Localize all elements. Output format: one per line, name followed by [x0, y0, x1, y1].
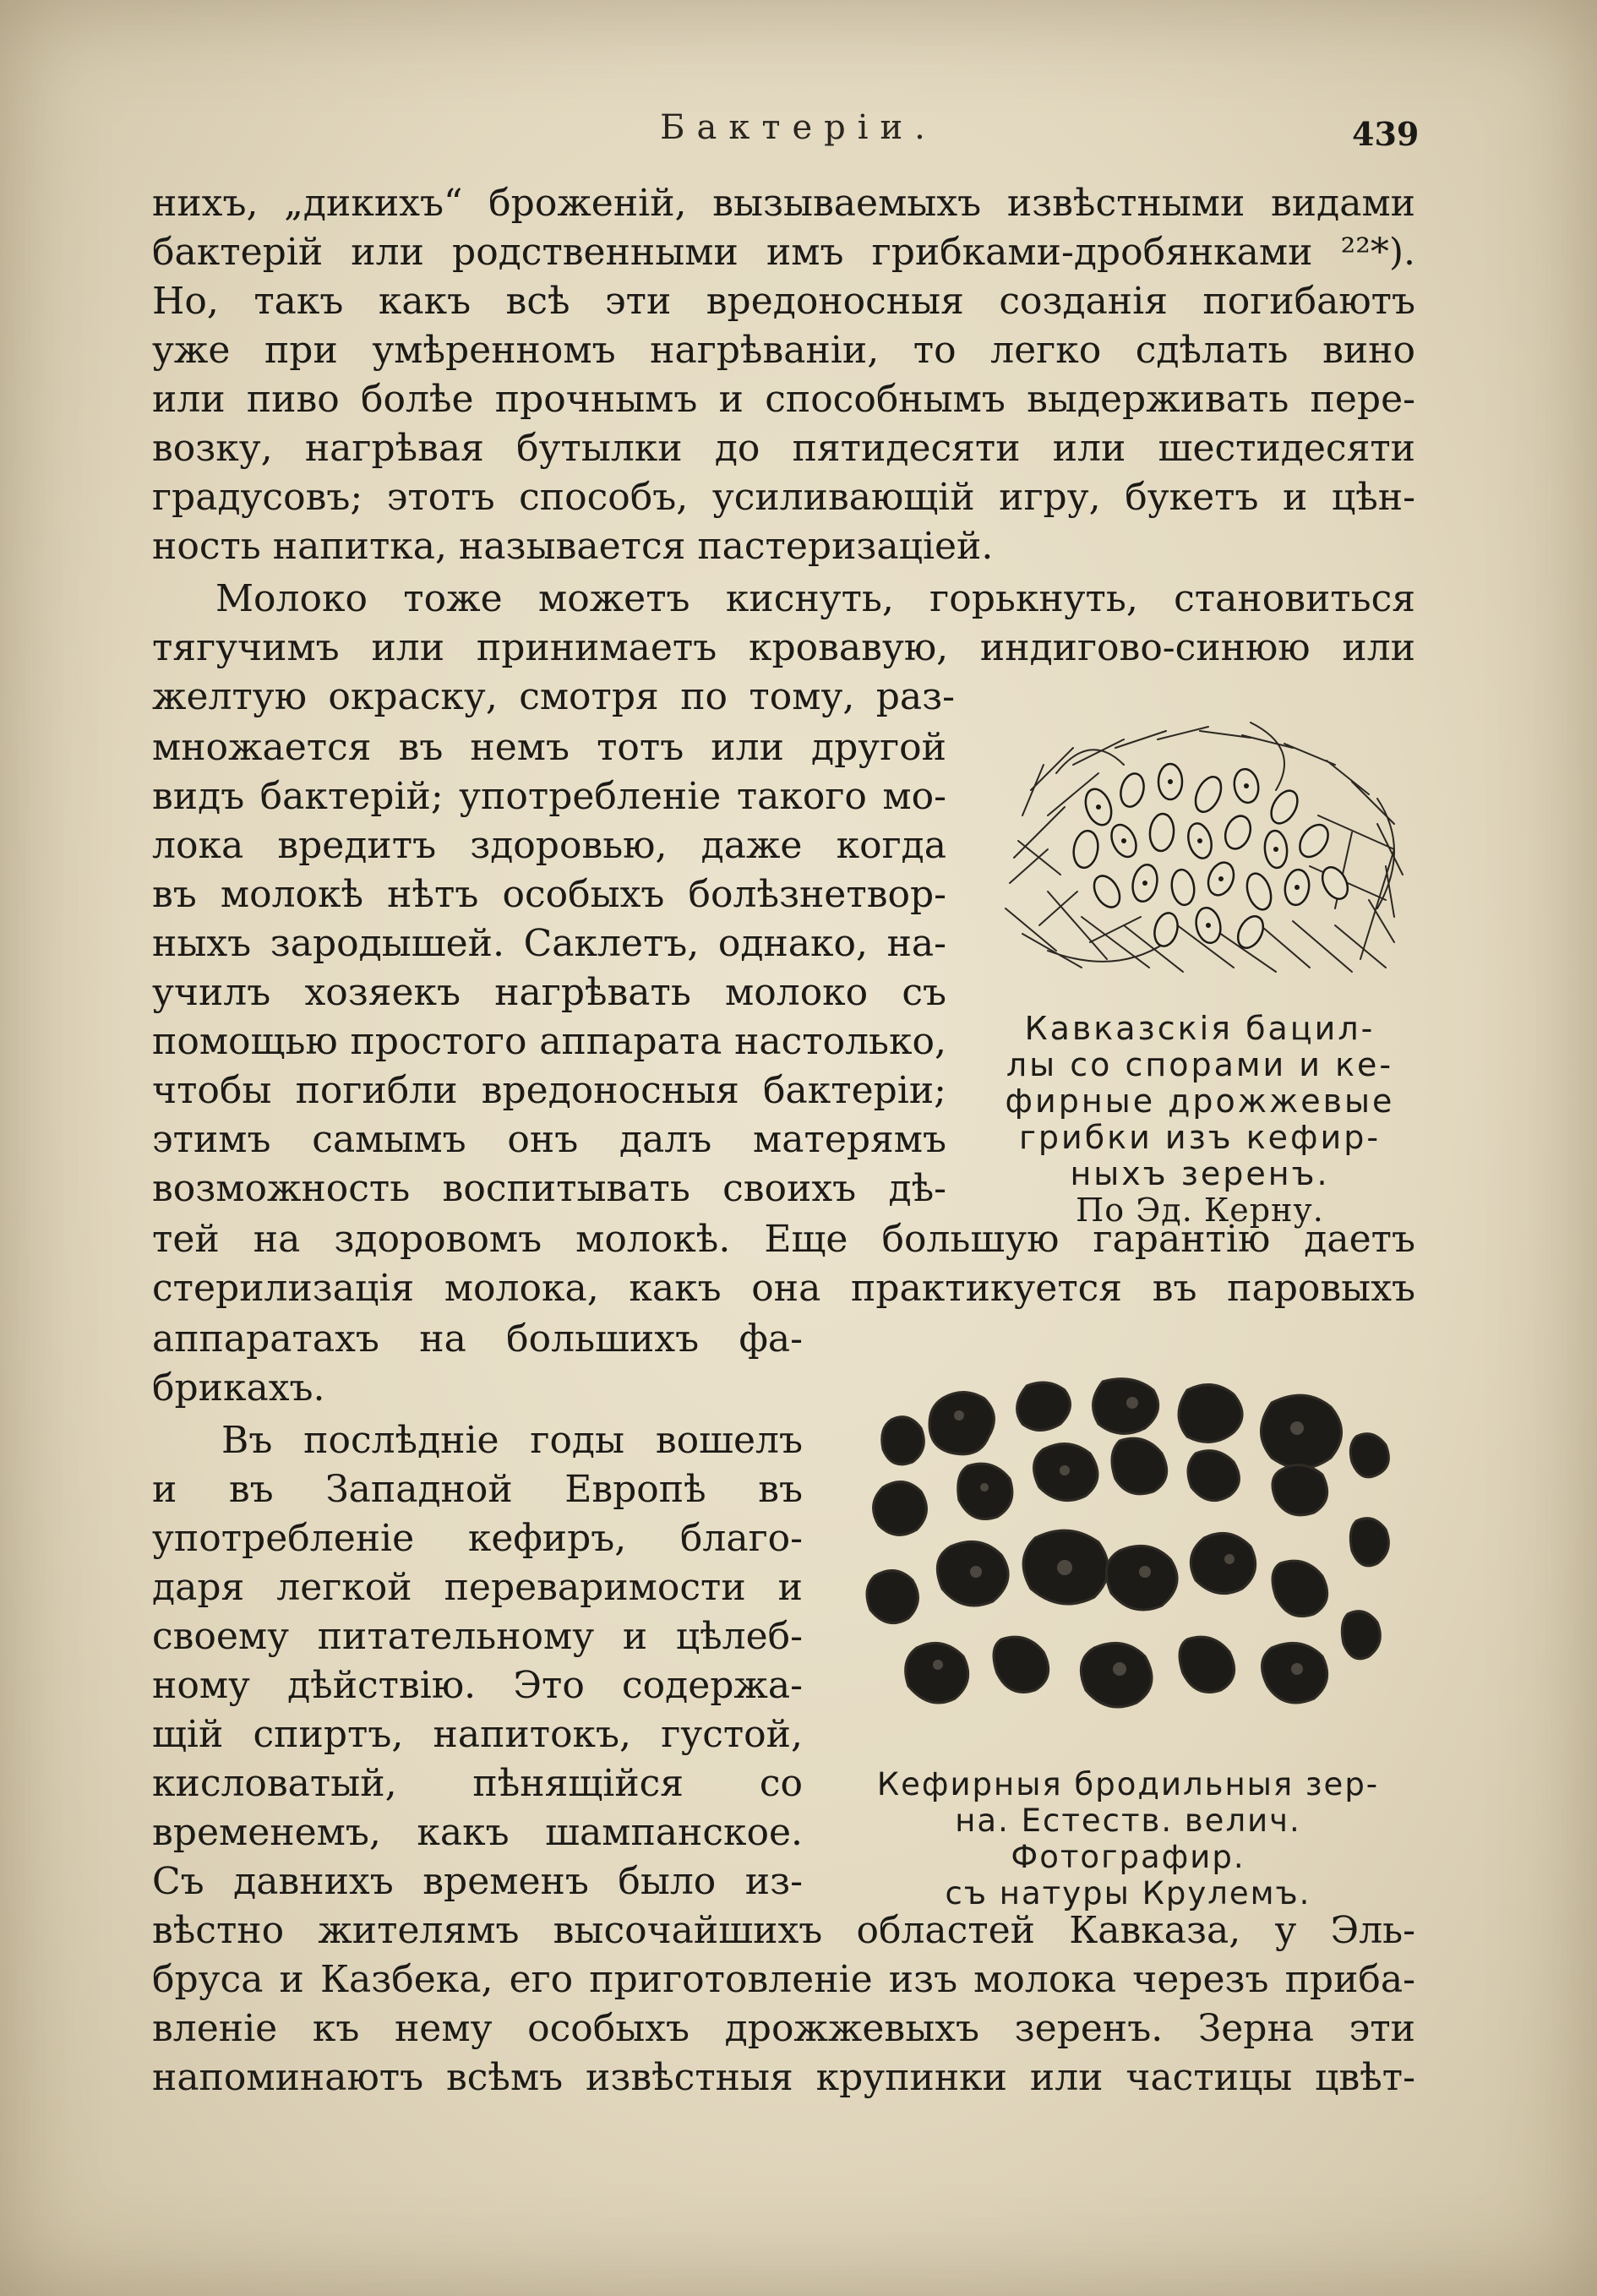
- text-line: и въ Западной Европѣ въ: [152, 1468, 803, 1511]
- text-line: возку, нагрѣвая бутылки до пятидесяти или шестидесяти: [152, 427, 1415, 470]
- text-line: вѣстно жителямъ высочайшихъ областей Кавказа, у Эль-: [152, 1909, 1415, 1952]
- text-line: стерилизація молока, какъ она практикуется въ паровыхъ: [152, 1267, 1415, 1310]
- text-line: видъ бактерій; употребленіе такого мо-: [152, 775, 946, 818]
- text-line: напоминаютъ всѣмъ извѣстныя крупинки или частицы цвѣт-: [152, 2056, 1415, 2099]
- text-line: училъ хозяекъ нагрѣвать молоко съ: [152, 971, 946, 1014]
- text-line: чтобы погибли вредоносныя бактеріи;: [152, 1069, 946, 1112]
- text-line: градусовъ; этотъ способъ, усиливающій игру, букетъ и цѣн-: [152, 476, 1415, 519]
- kefir-grains-photo: [849, 1369, 1407, 1724]
- text-line: Съ давнихъ временъ было из-: [152, 1860, 803, 1903]
- text-line: тягучимъ или принимаетъ кровавую, индигово-синюю или: [152, 626, 1415, 669]
- text-line: желтую окраску, смотря по тому, раз-: [152, 675, 955, 718]
- caption-line: съ натуры Крулемъ.: [945, 1875, 1311, 1912]
- figure-2-caption: [832, 1766, 1424, 1912]
- text-line: ному дѣйствію. Это содержа-: [152, 1664, 803, 1707]
- caption-line: ныхъ зеренъ.: [1070, 1155, 1330, 1192]
- caption-line: фирные дрожжевые: [1005, 1083, 1395, 1120]
- text-line: въ молокѣ нѣтъ особыхъ болѣзнетвор-: [152, 873, 946, 916]
- text-line: Но, такъ какъ всѣ эти вредоносныя созданія погибаютъ: [152, 280, 1415, 323]
- caption-line: грибки изъ кефир-: [1018, 1119, 1382, 1156]
- caption-line: Кефирныя бродильныя зер-: [876, 1766, 1380, 1802]
- caption-line: Кавказскія бацил-: [1024, 1010, 1376, 1047]
- text-line: употребленіе кефиръ, благо-: [152, 1517, 803, 1560]
- text-line: множается въ немъ тотъ или другой: [152, 726, 946, 769]
- text-line: бактерій или родственными имъ грибками-дробянками ²²*).: [152, 231, 1415, 274]
- text-line: вленіе къ нему особыхъ дрожжевыхъ зеренъ. Зерна эти: [152, 2007, 1415, 2050]
- text-line: возможность воспитывать своихъ дѣ-: [152, 1167, 946, 1210]
- text-line: щій спиртъ, напитокъ, густой,: [152, 1713, 803, 1756]
- text-line: ныхъ зародышей. Саклетъ, однако, на-: [152, 922, 946, 965]
- text-line: тей на здоровомъ молокѣ. Еще большую гарантію даетъ: [152, 1218, 1415, 1261]
- text-line: кисловатый, пѣнящійся со: [152, 1762, 803, 1805]
- text-line: уже при умѣренномъ нагрѣваніи, то легко сдѣлать вино: [152, 329, 1415, 372]
- text-line: своему питательному и цѣлеб-: [152, 1615, 803, 1658]
- text-line: лока вредитъ здоровью, даже когда: [152, 824, 946, 867]
- text-line: ность напитка, называется пастеризаціей.: [152, 525, 994, 568]
- text-line: бруса и Казбека, его приготовленіе изъ молока черезъ приба-: [152, 1958, 1415, 2001]
- text-line: нихъ, „дикихъ“ броженій, вызываемыхъ извѣстными видами: [152, 182, 1415, 225]
- text-line: даря легкой переваримости и: [152, 1566, 803, 1609]
- bacilli-illustration: [997, 714, 1420, 980]
- text-line: помощью простого аппарата настолько,: [152, 1020, 946, 1063]
- text-line: или пиво болѣе прочнымъ и способнымъ выдерживать пере-: [152, 378, 1415, 421]
- text-line: временемъ, какъ шампанское.: [152, 1811, 803, 1854]
- text-line: этимъ самымъ онъ далъ матерямъ: [152, 1118, 946, 1161]
- text-line: аппаратахъ на большихъ фа-: [152, 1317, 803, 1361]
- text-line: Въ послѣдніе годы вошелъ: [221, 1419, 803, 1462]
- caption-line: лы со спорами и ке-: [1006, 1046, 1394, 1083]
- text-line: Молоко тоже можетъ киснуть, горькнуть, становиться: [215, 577, 1415, 620]
- caption-line: на. Естеств. велич. Фотографир.: [955, 1802, 1301, 1875]
- running-head: Бактеріи.: [660, 108, 937, 147]
- figure-1-caption: [980, 1011, 1420, 1229]
- page-number: 439: [1352, 115, 1420, 153]
- text-line: брикахъ.: [152, 1366, 325, 1410]
- caption-credit: По Эд. Керну.: [1076, 1192, 1324, 1229]
